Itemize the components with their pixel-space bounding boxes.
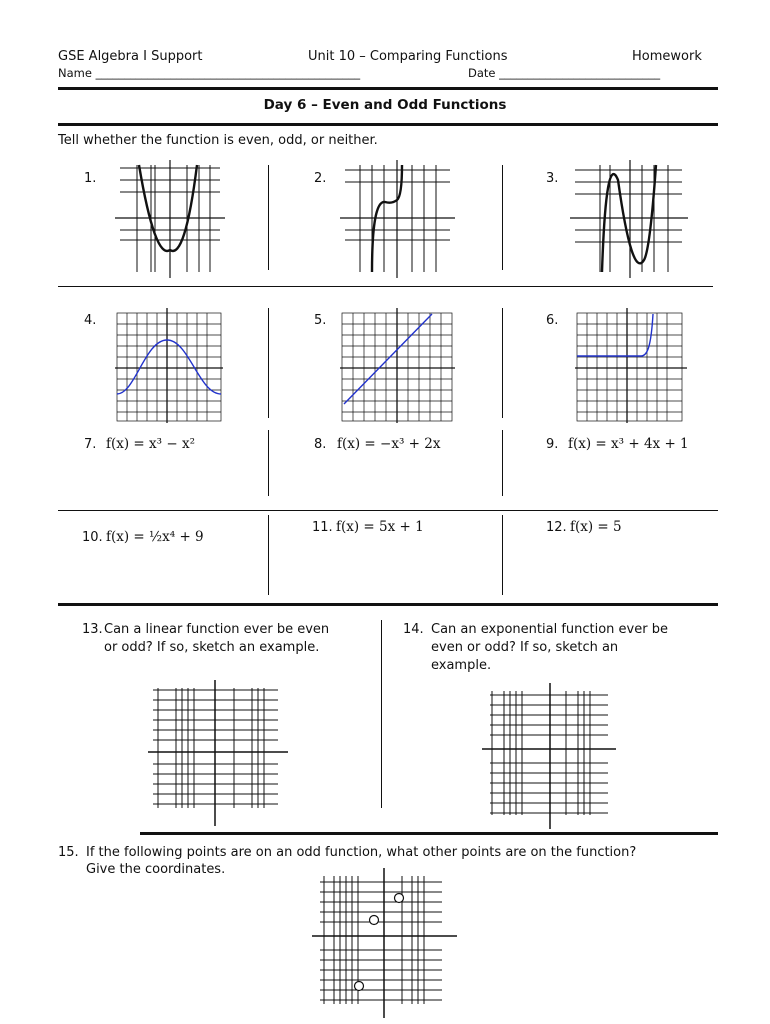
page-title: Day 6 – Even and Odd Functions xyxy=(263,97,507,113)
graph-6-grid xyxy=(577,313,682,421)
problem-12-number: 12. xyxy=(546,520,567,535)
section-rule-2 xyxy=(140,832,718,835)
sketch-grid-14[interactable] xyxy=(482,683,616,829)
homework-label: Homework xyxy=(632,49,702,64)
name-field[interactable]: Name ______________________________________________ xyxy=(58,66,361,80)
graph-15 xyxy=(312,868,457,1018)
graph-2 xyxy=(340,160,455,278)
graph-15-point xyxy=(395,894,404,903)
problem-9-number: 9. xyxy=(546,437,559,452)
equation-7: f(x) = x³ − x² xyxy=(106,436,195,452)
row3-rule xyxy=(58,510,718,511)
row3-divider-1 xyxy=(268,430,269,496)
row3-divider-2 xyxy=(502,430,503,496)
equation-12: f(x) = 5 xyxy=(570,519,622,535)
graph-6 xyxy=(575,308,687,423)
q14-number: 14. xyxy=(403,622,424,637)
header-rule-top xyxy=(58,87,718,90)
section-rule-1 xyxy=(58,603,718,606)
problem-11-number: 11. xyxy=(312,520,333,535)
problem-4-number: 4. xyxy=(84,313,97,328)
problem-1-number: 1. xyxy=(84,171,97,186)
q13-q14-divider xyxy=(381,620,382,808)
graph-5 xyxy=(340,308,455,423)
problem-5-number: 5. xyxy=(314,313,327,328)
row2-divider-2 xyxy=(502,308,503,418)
row1-divider-1 xyxy=(268,165,269,270)
problem-7-number: 7. xyxy=(84,437,97,452)
problem-6-number: 6. xyxy=(546,313,559,328)
row4-divider-2 xyxy=(502,515,503,595)
q14-line1: Can an exponential function ever be xyxy=(431,622,668,637)
sketch-grid-13[interactable] xyxy=(148,680,292,830)
problem-3-number: 3. xyxy=(546,171,559,186)
graph-3 xyxy=(570,160,688,278)
q15-number: 15. xyxy=(58,845,79,860)
row1-rule xyxy=(58,286,713,287)
graph-4-grid xyxy=(117,313,221,421)
instructions: Tell whether the function is even, odd, or neither. xyxy=(58,133,378,148)
course-title: GSE Algebra I Support xyxy=(58,49,203,64)
date-field[interactable]: Date ____________________________ xyxy=(468,66,661,80)
q14-line2: even or odd? If so, sketch an xyxy=(431,640,619,655)
problem-2-number: 2. xyxy=(314,171,327,186)
row4-divider-1 xyxy=(268,515,269,595)
equation-10: f(x) = ½x⁴ + 9 xyxy=(106,529,204,545)
graph-1-curve xyxy=(139,165,197,251)
graph-1 xyxy=(115,160,225,278)
equation-9: f(x) = x³ + 4x + 1 xyxy=(568,436,689,452)
header-rule-bottom xyxy=(58,123,718,126)
q15-line2: Give the coordinates. xyxy=(86,862,226,877)
graph-15-point xyxy=(355,982,364,991)
q15-line1: If the following points are on an odd function, what other points are on the function? xyxy=(86,845,637,860)
problem-8-number: 8. xyxy=(314,437,327,452)
graph-4 xyxy=(115,308,223,423)
q14-line3: example. xyxy=(431,658,492,673)
q13-line1: Can a linear function ever be even xyxy=(104,622,330,637)
graph-4-curve xyxy=(117,340,221,394)
problem-10-number: 10. xyxy=(82,530,103,545)
equation-11: f(x) = 5x + 1 xyxy=(336,519,424,535)
equation-8: f(x) = −x³ + 2x xyxy=(337,436,441,452)
graph-15-point xyxy=(370,916,379,925)
q13-number: 13. xyxy=(82,622,103,637)
row1-divider-2 xyxy=(502,165,503,270)
unit-title: Unit 10 – Comparing Functions xyxy=(308,49,508,64)
row2-divider-1 xyxy=(268,308,269,418)
q13-line2: or odd? If so, sketch an example. xyxy=(104,640,320,655)
